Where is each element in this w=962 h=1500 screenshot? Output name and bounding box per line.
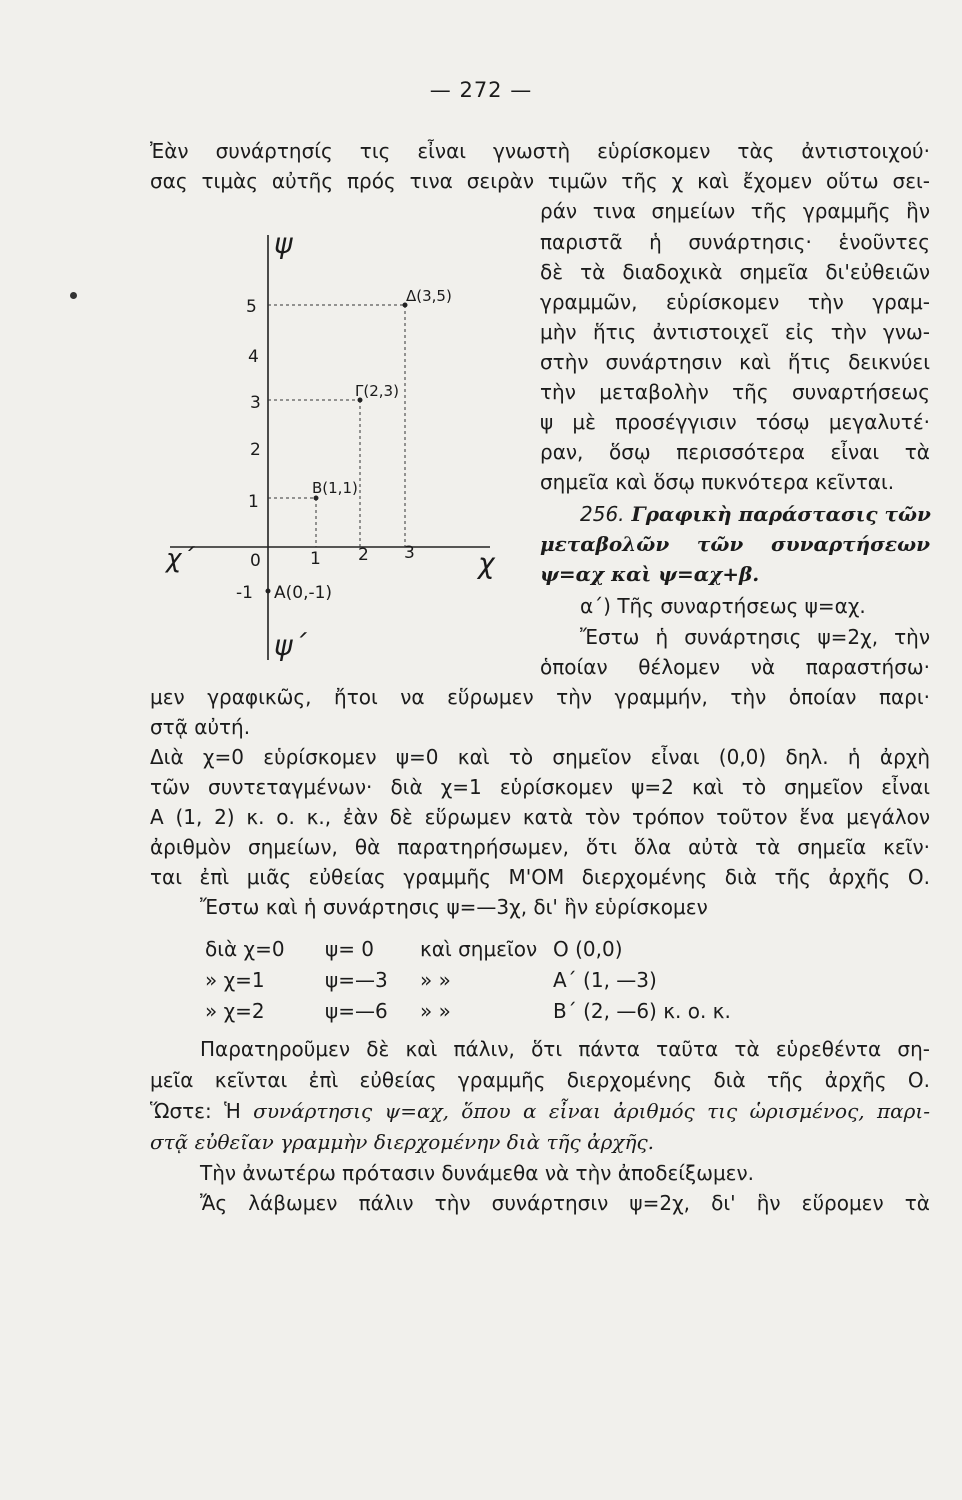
conclusion-statement: συνάρτησις ψ=αχ, ὅπου α εἶναι ἀριθμός τις ὡρισμένος, παρι-	[253, 1099, 931, 1123]
text-line: μὴν ἥτις ἀντιστοιχεῖ εἰς τὴν γνω-	[540, 320, 930, 344]
text-line: τὴν μεταβολὴν τῆς συναρτήσεως	[540, 380, 930, 404]
margin-mark	[70, 292, 77, 299]
section-number: 256.	[580, 502, 625, 526]
text-line: Α (1, 2) κ. ο. κ., ἐὰν δὲ εὕρωμεν κατὰ τὸν τρόπον τοῦτον ἕνα μεγάλον	[150, 805, 930, 829]
x-axis-neg-label: χ΄	[166, 544, 195, 574]
text-line: γραμμῶν, εὑρίσκομεν τὴν γραμ-	[540, 290, 930, 314]
text-line: ται ἐπὶ μιᾶς εὐθείας γραμμῆς Μ'ΟΜ διερχομένης διὰ τῆς ἀρχῆς Ο.	[150, 865, 930, 889]
table-cell: καὶ σημεῖον	[420, 937, 538, 961]
page-number: — 272 —	[429, 78, 533, 102]
text-line: στὴν συνάρτησιν καὶ ἥτις δεικνύει	[540, 350, 930, 374]
text-line: στᾷ αὐτή.	[150, 715, 251, 739]
y-tick-label: 5	[246, 297, 257, 317]
point-label: Δ(3,5)	[406, 287, 452, 305]
text-line: παριστᾶ ἡ συνάρτησις· ἑνοῦντες	[540, 230, 930, 254]
table-cell: ψ=—6	[325, 999, 388, 1023]
x-tick-label: 1	[310, 549, 321, 569]
table-cell: ψ= 0	[325, 937, 375, 961]
y-tick-label: 2	[250, 440, 261, 460]
text-line: ἀριθμὸν σημείων, θὰ παρατηρήσωμεν, ὅτι ὅλα αὐτὰ τὰ σημεῖα κεῖν·	[150, 835, 930, 859]
text-line: σας τιμὰς αὐτῆς πρός τινα σειρὰν τιμῶν τῆς χ καὶ ἔχομεν οὕτω σει-	[150, 169, 930, 193]
conclusion-lead: Ὥστε: Ἡ	[150, 1099, 241, 1123]
table-cell: Α΄ (1, —3)	[553, 968, 657, 992]
y-axis-neg-label: ψ΄	[274, 629, 307, 662]
coordinate-figure	[140, 215, 520, 675]
x-tick-label: 2	[358, 545, 369, 565]
point-label: Α(0,-1)	[274, 583, 333, 603]
text-line: Ἄς λάβωμεν πάλιν τὴν συνάρτησιν ψ=2χ, δι' ἣν εὕρομεν τὰ	[200, 1191, 930, 1215]
text-line: δὲ τὰ διαδοχικὰ σημεῖα δι'εὐθειῶν	[540, 260, 930, 284]
text-line: Διὰ χ=0 εὑρίσκομεν ψ=0 καὶ τὸ σημεῖον εἶναι (0,0) δηλ. ἡ ἀρχὴ	[150, 745, 930, 769]
section-title-line: μεταβολῶν τῶν συναρτήσεων	[540, 532, 930, 556]
y-tick-label: 3	[250, 393, 261, 413]
text-line: μεν γραφικῶς, ἤτοι να εὕρωμεν τὴν γραμμήν, τὴν ὁποίαν παρι·	[150, 685, 930, 709]
text-line: ὁποίαν θέλομεν νὰ παραστήσω·	[540, 655, 930, 679]
text-line	[150, 1097, 930, 1125]
text-line: ράν τινα σημείων τῆς γραμμῆς ἣν	[540, 199, 930, 223]
table-cell: » »	[420, 999, 451, 1023]
text-line: Ἐὰν συνάρτησίς τις εἶναι γνωστὴ εὑρίσκομεν τὰς ἀντιστοιχού·	[150, 139, 930, 163]
point-label: Β(1,1)	[312, 479, 358, 497]
text-line: Τὴν ἀνωτέρω πρότασιν δυνάμεθα νὰ τὴν ἀποδείξωμεν.	[200, 1161, 755, 1185]
subsection-a: α΄) Τῆς συναρτήσεως ψ=αχ.	[580, 594, 866, 618]
text-line: ραν, ὅσῳ περισσότερα εἶναι τὰ	[540, 440, 930, 464]
table-cell: » χ=1	[205, 968, 265, 992]
table-cell: » χ=2	[205, 999, 265, 1023]
table-cell: διὰ χ=0	[205, 937, 285, 961]
text-line: Ἔστω ἡ συνάρτησις ψ=2χ, τὴν	[580, 625, 930, 649]
table-cell: » »	[420, 968, 451, 992]
point-label: Γ(2,3)	[355, 382, 399, 400]
y-tick-label: 4	[248, 347, 259, 367]
text-line: σημεῖα καὶ ὅσῳ πυκνότερα κεῖνται.	[540, 470, 895, 494]
text-line: τῶν συντεταγμένων· διὰ χ=1 εὑρίσκομεν ψ=2 καὶ τὸ σημεῖον εἶναι	[150, 775, 930, 799]
text-line: στᾷ εὐθεῖαν γραμμὴν διερχομένην διὰ τῆς ἀρχῆς.	[150, 1130, 655, 1154]
section-heading	[580, 500, 930, 528]
text-line: Παρατηροῦμεν δὲ καὶ πάλιν, ὅτι πάντα ταῦτα τὰ εὑρεθέντα ση-	[200, 1037, 930, 1061]
text-line: Ἔστω καὶ ἡ συνάρτησις ψ=—3χ, δι' ἣν εὑρίσκομεν	[200, 895, 708, 919]
section-title-line: ψ=αχ καὶ ψ=αχ+β.	[540, 562, 760, 586]
y-axis-label: ψ	[274, 227, 293, 260]
table-cell: Β΄ (2, —6) κ. ο. κ.	[553, 999, 731, 1023]
x-axis-label: χ	[478, 547, 495, 580]
x-tick-label: 3	[404, 543, 415, 563]
table-cell: ψ=—3	[325, 968, 388, 992]
point-a	[266, 589, 271, 594]
y-tick-label: 1	[248, 492, 259, 512]
section-title: Γραφικὴ παράστασις τῶν	[631, 502, 931, 526]
text-line: μεῖα κεῖνται ἐπὶ εὐθείας γραμμῆς διερχομένης διὰ τῆς ἀρχῆς Ο.	[150, 1068, 930, 1092]
y-tick-label: -1	[236, 583, 253, 603]
text-line: ψ μὲ προσέγγισιν τόσῳ μεγαλυτέ·	[540, 410, 930, 434]
x-tick-label: 0	[250, 551, 261, 571]
table-cell: Ο (0,0)	[553, 937, 623, 961]
